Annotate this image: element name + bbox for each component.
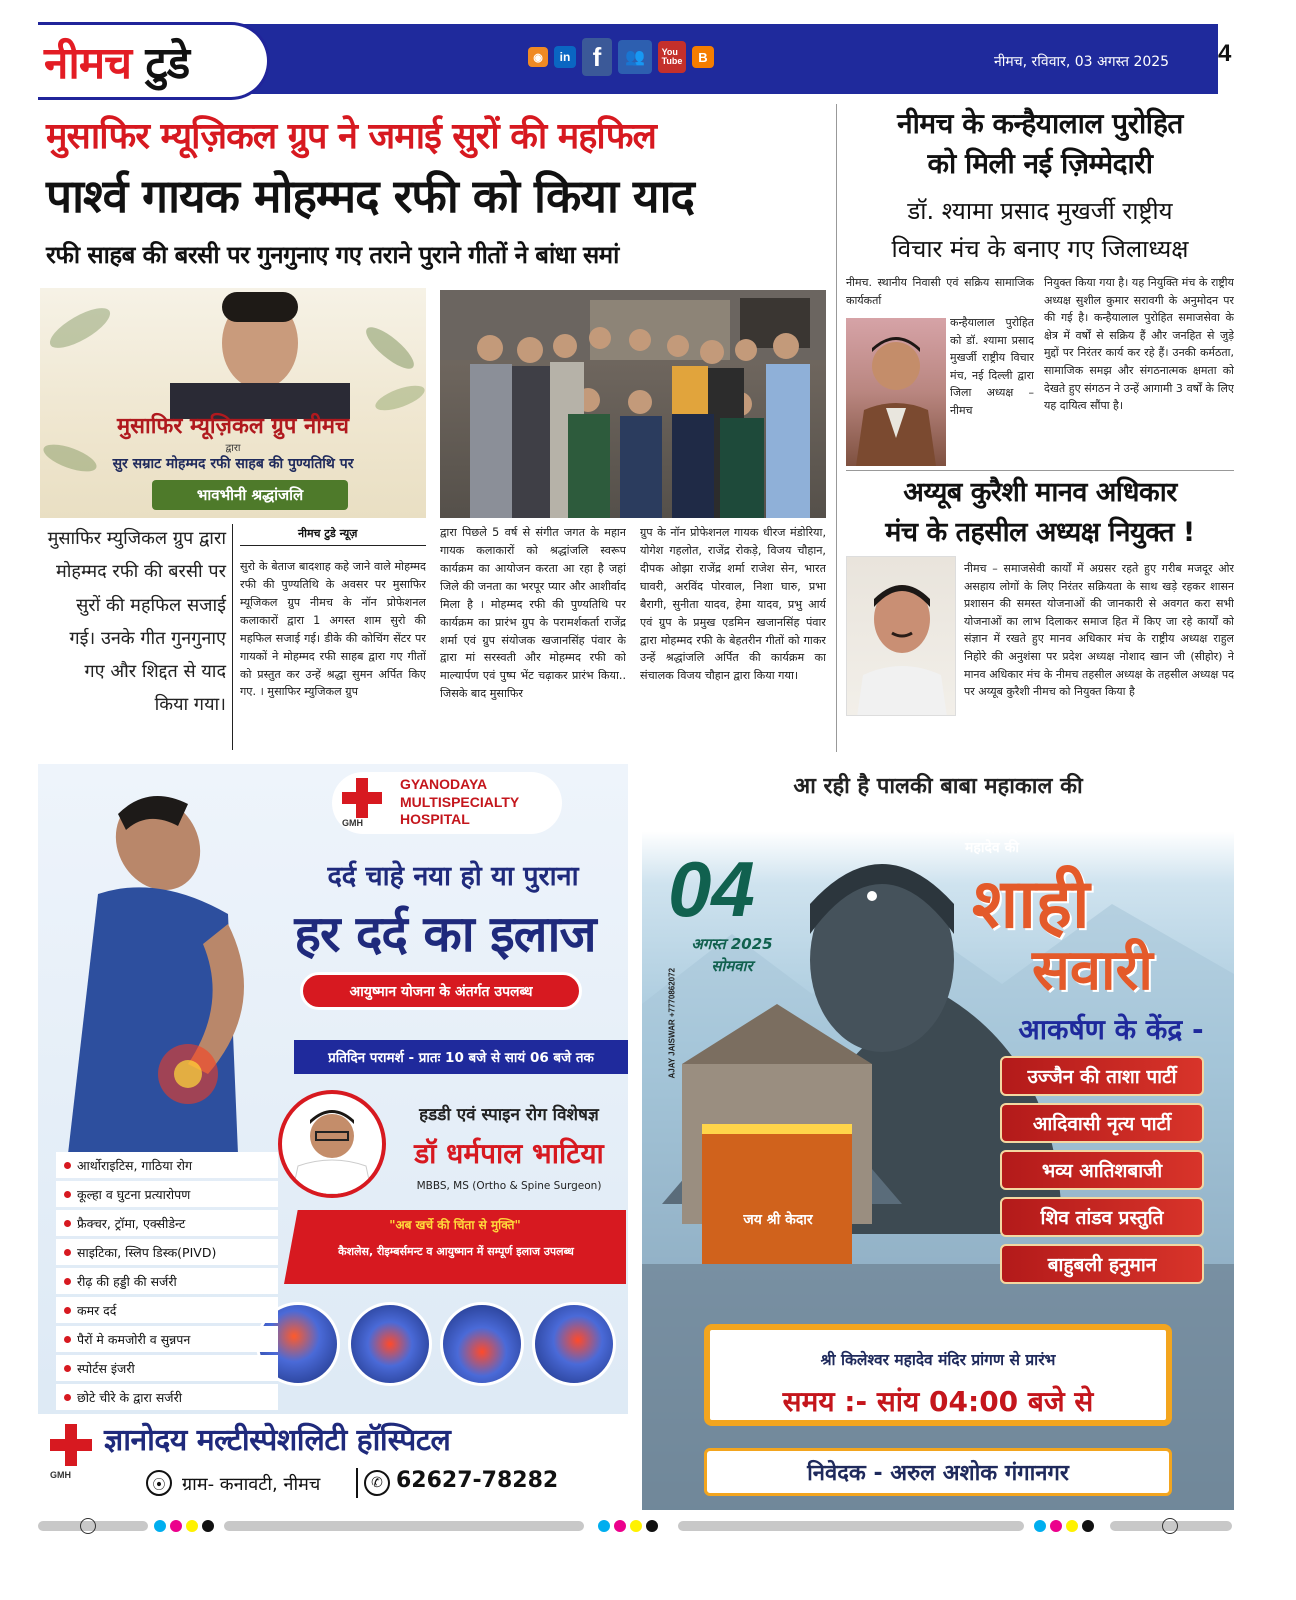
hospital-name-en-2: MULTISPECIALTY: [400, 793, 520, 810]
ayushman-pill: आयुष्मान योजना के अंतर्गत उपलब्ध: [300, 972, 582, 1010]
lead-headline: पार्श्व गायक मोहम्मद रफी को किया याद: [46, 169, 694, 223]
temple-sign: जय श्री केदार: [743, 1212, 813, 1228]
title-shahi: शाही: [972, 864, 1090, 944]
location-pin-icon: ⦿: [146, 1470, 172, 1496]
back-pain-illustration: [38, 774, 288, 1154]
story2-col-top: नीमच. स्थानीय निवासी एवं सक्रिय सामाजिक कार्यकर्ता: [846, 276, 1034, 307]
story2-headline-2: को मिली नई ज़िम्मेदारी: [927, 147, 1153, 180]
tribute-poster: [40, 288, 426, 518]
doctor-name: डॉ धर्मपाल भाटिया: [414, 1137, 604, 1170]
lead-col-1: सुरो के बेताज बादशाह कहे जाने वाले मोहम्मद रफी की पुण्यतिथि के अवसर पर मुसाफिर म्यूजिकल ग्रुप नीमच के नॉन प्रोफेशनल कलाकारों द्वारा 1 अगस्त शाम सुरो की महफिल सजाई गई। डीके की कोचिंग सेंटर पर गायकों ने मोहम्मद रफी साहब द्वारा गए गीतों को प्रस्तुत कर उन्हें श्रद्धा सुमन अर्पित किए गए. । मुसाफिर म्युजिकल ग्रुप: [240, 560, 426, 699]
hospital-name-en-3: HOSPITAL: [400, 811, 470, 827]
title-sawari: सवारी: [1032, 937, 1153, 1003]
attraction-item: शिव तांडव प्रस्तुति: [1000, 1197, 1204, 1237]
attractions-title: आकर्षण के केंद्र -: [1018, 1013, 1204, 1046]
hospital-ad: [38, 764, 628, 1510]
magenta-dot: [170, 1520, 182, 1532]
poster-dwara: द्वारा: [225, 443, 241, 454]
service-item: [56, 1297, 278, 1323]
logo-word-neemuch: नीमच: [44, 38, 132, 89]
consult-timing: प्रतिदिन परामर्श - प्रातः 10 बजे से सायं 06 बजे तक: [294, 1040, 628, 1074]
portrait-art-2: [847, 557, 956, 716]
service-item: [56, 1326, 278, 1352]
cyan-dot: [1034, 1520, 1046, 1532]
linkedin-icon[interactable]: in: [554, 46, 576, 68]
event-month-year: अगस्त 2025: [691, 935, 773, 953]
pull-quote: मुसाफिर म्युजिकल ग्रुप द्वारा मोहम्मद रफी की बरसी पर सुरों की महफिल सजाई गई। उनके गीत गुनगुनाए गए और शिद्दत से याद किया गया।: [47, 528, 226, 716]
cashless-line: कैशलेस, रीइम्बर्समन्ट व आयुष्मान में सम्पूर्ण इलाज उपलब्ध: [338, 1245, 574, 1258]
masthead: [38, 22, 1260, 100]
lead-col-2: द्वारा पिछले 5 वर्ष से संगीत जगत के महान गायक कलाकारों को श्रद्धांजलि स्वरूप कार्यक्रम का आयोजन करता आ रहा है जहां जिले की जनता का भरपूर प्यार और आशीर्वाद मिला है । मोहम्मद रफी की पुण्यतिथि पर कार्यक्रम का प्रारंभ ग्रुप के परामर्शकर्ता राजेंद्र शर्मा एवं ग्रुप संयोजक खजानसिंह पंवार के द्वारा मां सरस्वती और मोहम्मद रफी को माल्यार्पण एवं पुष्प भेंट चढ़ाकर प्रारंभ किया.. जिसके बाद मुसाफिर: [440, 526, 626, 701]
service-item: [56, 1181, 278, 1207]
groups-icon[interactable]: 👥: [618, 40, 652, 74]
phone-icon: ✆: [364, 1470, 390, 1496]
byline: नीमच टुडे न्यूज़: [298, 527, 358, 540]
service-item: [56, 1210, 278, 1236]
story2-headline-1: नीमच के कन्हैयालाल पुरोहित: [897, 107, 1183, 140]
footer-logo-mark: GMH: [50, 1470, 71, 1480]
service-label: कमर दर्द: [77, 1302, 117, 1318]
black-dot: [1082, 1520, 1094, 1532]
sawari-top-line: आ रही है पालकी बाबा महाकाल की: [793, 774, 1083, 799]
doctor-art: [282, 1094, 382, 1194]
attraction-item: आदिवासी नृत्य पार्टी: [1000, 1103, 1204, 1143]
service-label: स्पोर्टस इंजरी: [77, 1360, 135, 1376]
hospital-name-en-1: GYANODAYA: [400, 776, 488, 792]
start-line: श्री किलेश्वर महादेव मंदिर प्रांगण से प्रारंभ: [820, 1351, 1056, 1369]
story2-sub-2: विचार मंच के बनाए गए जिलाध्यक्ष: [891, 235, 1189, 263]
shahi-sawari-ad: [642, 764, 1234, 1510]
doctor-degree: MBBS, MS (Ortho & Spine Surgeon): [416, 1180, 602, 1192]
black-dot: [202, 1520, 214, 1532]
yellow-dot: [186, 1520, 198, 1532]
blogger-icon[interactable]: B: [692, 46, 714, 68]
poster-group-name: मुसाफिर म्यूज़िकल ग्रुप नीमच: [116, 414, 350, 439]
hospital-name-en: [400, 776, 519, 829]
lead-kicker: मुसाफिर म्यूज़िकल ग्रुप ने जमाई सुरों की महफिल: [46, 116, 656, 157]
service-label: कूल्हा व घुटना प्रत्यारोपण: [77, 1186, 191, 1202]
rss-icon[interactable]: ◉: [528, 47, 548, 67]
service-item: [56, 1384, 278, 1410]
portrait-ayyub: [846, 556, 956, 716]
service-label: आर्थोराइटिस, गाठिया रोग: [77, 1157, 193, 1173]
registration-mark-icon: [80, 1518, 96, 1534]
portrait-kanhaiyalal: [846, 318, 946, 466]
footer-cross-icon: [50, 1424, 92, 1466]
hospital-phone[interactable]: 62627-78282: [396, 1468, 559, 1493]
knee-pain-icon: [440, 1302, 524, 1386]
newspaper-logo: [44, 31, 189, 91]
hospital-headline: हर दर्द का इलाज: [294, 905, 596, 963]
event-day: 04: [668, 845, 755, 933]
attraction-item: उज्जैन की ताशा पार्टी: [1000, 1056, 1204, 1096]
poster-tribute-tag: भावभीनी श्रद्धांजलि: [152, 480, 348, 510]
dateline: नीमच, रविवार, 03 अगस्त 2025: [994, 54, 1170, 70]
cyan-dot: [154, 1520, 166, 1532]
service-label: पैरों मे कमजोरी व सुन्नपन: [77, 1331, 191, 1347]
poster-tribute-line: सुर सम्राट मोहम्मद रफी साहब की पुण्यतिथि पर: [112, 456, 354, 472]
facebook-icon[interactable]: f: [582, 38, 612, 76]
attraction-item: बाहुबली हनुमान: [1000, 1244, 1204, 1284]
footer-hospital-name: ज्ञानोदय मल्टीस्पेशलिटी हॉस्पिटल: [104, 1423, 451, 1458]
magenta-dot: [1050, 1520, 1062, 1532]
anatomy-row: [256, 1302, 616, 1386]
youtube-icon[interactable]: You Tube: [658, 41, 686, 73]
strip-bar: [224, 1521, 584, 1531]
designer-credit: AJAY JAISWAR +7770862072: [667, 967, 677, 1079]
story2-sub-1: डॉ. श्यामा प्रसाद मुखर्जी राष्ट्रीय: [907, 197, 1173, 225]
yellow-dot: [1066, 1520, 1078, 1532]
strip-bar: [678, 1521, 1024, 1531]
story3-body: नीमच – समाजसेवी कार्यों में अग्रसर रहते हुए गरीब मजदूर ओर असहाय लोगों के लिए निरंतर सक्रियता के साथ खड़े रहकर शासन प्रशासन की समस्त योजनाओं की जानकारी से अवगत करा सभी योजनाओं का लाभ दिलाकर समाज हित में किए जा रहे कार्यों को संज्ञान में रखते हुए मानव अधिकार मंच के राष्ट्रीय अध्यक्ष राहुल निहोरे की अनुशंसा पर प्रदेश अध्यक्ष नोशाद खान जी (सीहोर) ने मानव अधिकार मंच के नीमच तहसील अध्यक्ष के तहसील अध्यक्ष पद पर अय्यूब कुरैशी नीमच को नियुक्त किया है: [964, 562, 1234, 699]
doctor-photo: [278, 1090, 386, 1198]
social-icons: [528, 38, 714, 76]
hand-pain-icon: [532, 1302, 616, 1386]
attraction-item: भव्य आतिशबाजी: [1000, 1150, 1204, 1190]
black-dot: [646, 1520, 658, 1532]
service-item: [56, 1239, 278, 1265]
brand-pill: [38, 22, 270, 100]
service-item: [56, 1268, 278, 1294]
deity-line-1: श्री किलेश्वर: [946, 818, 1018, 837]
story3-headline-2: मंच के तहसील अध्यक्ष नियुक्त !: [885, 517, 1195, 548]
print-registration-strip: [38, 1518, 1234, 1534]
group-photo: [440, 290, 826, 518]
slogan: "अब खर्चे की चिंता से मुक्ति": [389, 1218, 521, 1232]
registration-mark-icon: [1162, 1518, 1178, 1534]
page-number: 4: [1218, 40, 1232, 67]
deity-line-2: महादेव की: [965, 840, 1019, 856]
event-weekday: सोमवार: [711, 957, 753, 975]
lead-subhead: रफी साहब की बरसी पर गुनगुनाए गए तराने पुराने गीतों ने बांधा समां: [46, 241, 619, 269]
hospital-logo-mark: GMH: [342, 818, 363, 828]
service-item: [56, 1152, 278, 1178]
service-label: साइटिका, स्लिप डिस्क(PIVD): [77, 1244, 217, 1260]
service-label: छोटे चीरे के द्वारा सर्जरी: [77, 1389, 182, 1405]
service-item: [56, 1355, 278, 1381]
hospital-tagline: दर्द चाहे नया हो या पुराना: [327, 861, 579, 892]
lead-col-3: ग्रुप के नॉन प्रोफेशनल गायक धीरज मंडोरिया, योगेश गहलोत, राजेंद्र रोकड़े, विजय चौहान, दीपक ओझा राजेंद्र शर्मा राजेश सेन, भारत घावरी, अरविंद पोरवाल, निशा घारु, प्रभा बैरागी, सुनीता यादव, हेमा यादव, प्रभु आर्य एवं ग्रुप के प्रमुख एडमिन खजानसिंह पंवार द्वारा मोहम्मद रफी के बेहतरीन गीतों को गाकर उन्हें श्रद्धांजलि अर्पित की कार्यक्रम का संचालक विजय चौहान द्वारा किया गया।: [640, 526, 826, 683]
logo-word-today: टुडे: [145, 38, 190, 89]
portrait-art: [846, 318, 946, 466]
time-line: समय :- सांय 04:00 बजे से: [782, 1385, 1094, 1418]
service-label: फ्रैक्चर, ट्रॉमा, एक्सीडेन्ट: [77, 1215, 186, 1231]
yellow-dot: [630, 1520, 642, 1532]
doctor-specialty: हडडी एवं स्पाइन रोग विशेषज्ञ: [419, 1105, 599, 1125]
service-label: रीढ़ की हड्डी की सर्जरी: [77, 1273, 177, 1289]
hospital-address: ग्राम- कनावटी, नीमच: [182, 1474, 321, 1495]
story2-col-right: नियुक्त किया गया है। यह नियुक्ति मंच के राष्ट्रीय अध्यक्ष सुशील कुमार सरावगी के अनुमोदन पर की गई है। कन्हैयालाल पुरोहित समाजसेवा के क्षेत्र में वर्षों से सक्रिय हैं और जनहित से जुड़े मुद्दों पर निरंतर कार्य कर रहे हैं। उनकी कर्मठता, सामाजिक समझ और संगठनात्मक क्षमता को देखते हुए संगठन ने उन्हें आगामी 3 वर्षों के लिए यह दायित्व सौंपा है।: [1044, 276, 1234, 413]
group-photo-art: [440, 290, 826, 518]
spine-pain-icon: [348, 1302, 432, 1386]
story3-headline-1: अय्यूब कुरैशी मानव अधिकार: [903, 477, 1177, 508]
story2-col-side: कन्हैयालाल पुरोहित को डॉ. श्यामा प्रसाद मुखर्जी राष्ट्रीय विचार मंच, नई दिल्ली द्वारा जिला अध्यक्ष – नीमच: [950, 316, 1034, 417]
magenta-dot: [614, 1520, 626, 1532]
organizer: निवेदक - अरुल अशोक गंगानगर: [704, 1448, 1172, 1496]
medical-cross-icon: [342, 778, 382, 818]
cyan-dot: [598, 1520, 610, 1532]
